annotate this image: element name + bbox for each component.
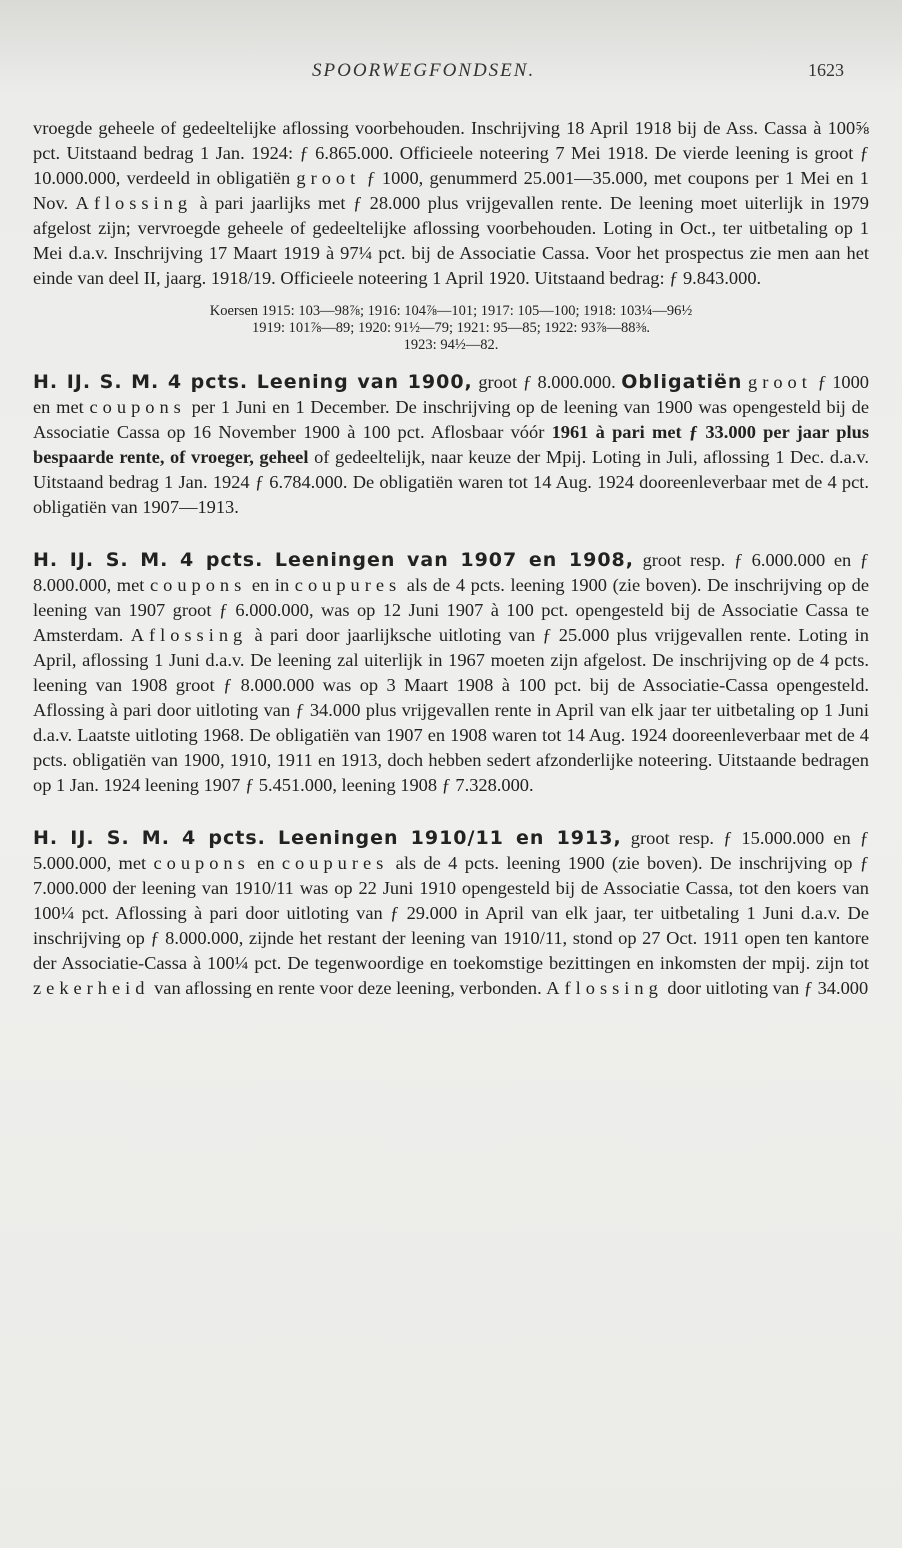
intro-spaced-1: groot (296, 168, 361, 188)
section-1900-heading-2: Obligatiën (621, 371, 743, 393)
section-gap (33, 798, 869, 826)
section-1910-text-2: en (249, 853, 282, 873)
section-1910-spaced-3: zekerheid (33, 978, 150, 998)
section-1900-text-4: per 1 Juni en 1 December. De inschrijving op de leening van 1900 was opengesteld bij de Associatie Cassa op 16 November 1900 à 100 pct. Aflosbaar vóór (33, 397, 869, 442)
section-1910-text-4: van aflossing en rente voor deze leening, verbonden. (149, 978, 547, 998)
page-header (0, 60, 902, 86)
intro-text-1: vroegde geheele of gedeeltelijke aflossing voorbehouden. Inschrijving 18 April 1918 bij de Ass. Cassa à 100⅝ pct. Uitstaand bedrag 1 Jan. 1924: ƒ 6.865.000. Officieele noteering 7 Mei 1918. De vierde leening is groot ƒ 10.000.000, verdeeld in obligatiën (33, 118, 869, 188)
section-1900-text-3: ƒ 1000 en met (33, 372, 869, 417)
section-1907-text-2: en in (246, 575, 295, 595)
page-number: 1623 (808, 60, 844, 80)
koersen-line-2: 1919: 101⅞—89; 1920: 91½—79; 1921: 95—85; 1922: 93⅞—88⅜. (252, 320, 650, 336)
running-title: SPOORWEGFONDSEN. (312, 60, 536, 81)
koersen-block (33, 303, 869, 354)
koersen-line-1: Koersen 1915: 103—98⅞; 1916: 104⅞—101; 1917: 105—100; 1918: 103¼—96½ (209, 303, 693, 319)
section-1910-paragraph (33, 826, 869, 1001)
section-1910-text-1: groot resp. ƒ 15.000.000 en ƒ 5.000.000, met (33, 828, 869, 873)
section-1900-spaced-1: groot (748, 372, 812, 392)
section-1910-heading: H. IJ. S. M. 4 pcts. Leeningen 1910/11 en 1913, (33, 827, 622, 849)
intro-spaced-2: Aflossing (75, 193, 193, 213)
section-gap (33, 520, 869, 548)
section-1900-heading: H. IJ. S. M. 4 pcts. Leening van 1900, (33, 371, 473, 393)
section-1910-spaced-2: coupures (281, 853, 389, 873)
section-1907-spaced-3: Aflossing (130, 625, 248, 645)
intro-text-3: à pari jaarlijks met ƒ 28.000 plus vrijgevallen rente. De leening moet uiterlijk in 1979 afgelost zijn; vervroegde geheele of gedeeltelijke aflossing voorbehouden. Loting in Oct., ter uitbetaling op 1 Mei d.a.v. Inschrijving 17 Maart 1919 à 97¼ pct. bij de Associatie Cassa. Voor het prospectus zie men aan het einde van deel II, jaarg. 1918/19. Officieele noteering 1 April 1920. Uitstaand bedrag: ƒ 9.843.000. (33, 193, 869, 288)
intro-paragraph (33, 116, 869, 291)
section-1910-spaced-4: Aflossing (546, 978, 663, 998)
section-1907-text-3: als de 4 pcts. leening 1900 (zie boven). De inschrijving op de leening van 1907 groot ƒ 6.000.000, was op 12 Juni 1907 à 100 pct. opengesteld bij de Associatie Cassa te Amsterdam. (33, 575, 869, 645)
intro-text-2: ƒ 1000, genummerd 25.001—35.000, met coupons per 1 Mei en 1 Nov. (33, 168, 870, 213)
koersen-line-3: 1923: 94½—82. (403, 337, 499, 353)
section-1907-paragraph (33, 548, 869, 798)
section-1910-text-3: als de 4 pcts. leening 1900 (zie boven). De inschrijving op ƒ 7.000.000 der leening van 1910/11 was op 22 Juni 1910 opengesteld bij de Associatie Cassa, tot den koers van 100¼ pct. Aflossing à pari door uitloting van ƒ 29.000 in April van elk jaar, ter uitbetaling 1 Juni d.a.v. De inschrijving op ƒ 8.000.000, zijnde het restant der leening van 1910/11, stond op 27 Oct. 1911 open ten kantore der Associatie-Cassa à 100¼ pct. De tegenwoordige en toekomstige bezittingen en inkomsten der mpij. zijn tot (33, 853, 869, 973)
section-1900-text-5: of gedeeltelijk, naar keuze der Mpij. Loting in Juli, aflossing 1 Dec. d.a.v. Uitstaand bedrag 1 Jan. 1924 ƒ 6.784.000. De obligatiën waren tot 14 Aug. 1924 dooreenleverbaar met de 4 pct. obligatiën van 1907—1913. (33, 447, 870, 517)
section-1910-text-5: door uitloting van ƒ 34.000 (662, 978, 869, 998)
section-1907-heading: H. IJ. S. M. 4 pcts. Leeningen van 1907 en 1908, (33, 549, 634, 571)
section-1910-spaced-1: coupons (153, 853, 250, 873)
section-1907-text-1: groot resp. ƒ 6.000.000 en ƒ 8.000.000, met (33, 550, 869, 595)
section-1900-paragraph (33, 370, 869, 520)
section-1907-spaced-2: coupures (294, 575, 402, 595)
section-1907-text-4: à pari door jaarlijksche uitloting van ƒ 25.000 plus vrijgevallen rente. Loting in April, aflossing 1 Juni d.a.v. De leening zal uiterlijk in 1967 moeten zijn afgelost. De inschrijving op de 4 pcts. leening van 1908 groot ƒ 8.000.000 was op 3 Maart 1908 à 100 pct. bij de Associatie-Cassa opengesteld. Aflossing à pari door uitloting van ƒ 34.000 plus vrijgevallen rente in April van elk jaar ter uitbetaling op 1 Juni d.a.v. Laatste uitloting 1968. De obligatiën van 1907 en 1908 waren tot 14 Aug. 1924 dooreenleverbaar met de 4 pcts. obligatiën van 1900, 1910, 1911 en 1913, doch hebben sedert afzonderlijke noteering. Uitstaande bedragen op 1 Jan. 1924 leening 1907 ƒ 5.451.000, leening 1908 ƒ 7.328.000. (33, 625, 869, 795)
section-1900-spaced-2: coupons (89, 397, 186, 417)
section-1900-bold-text: 1961 à pari met ƒ 33.000 per jaar plus bespaarde rente, of vroeger, geheel (33, 422, 869, 467)
section-1900-text-1: groot ƒ 8.000.000. (472, 372, 622, 392)
section-1907-spaced-1: coupons (149, 575, 247, 595)
page-content (33, 116, 869, 1001)
